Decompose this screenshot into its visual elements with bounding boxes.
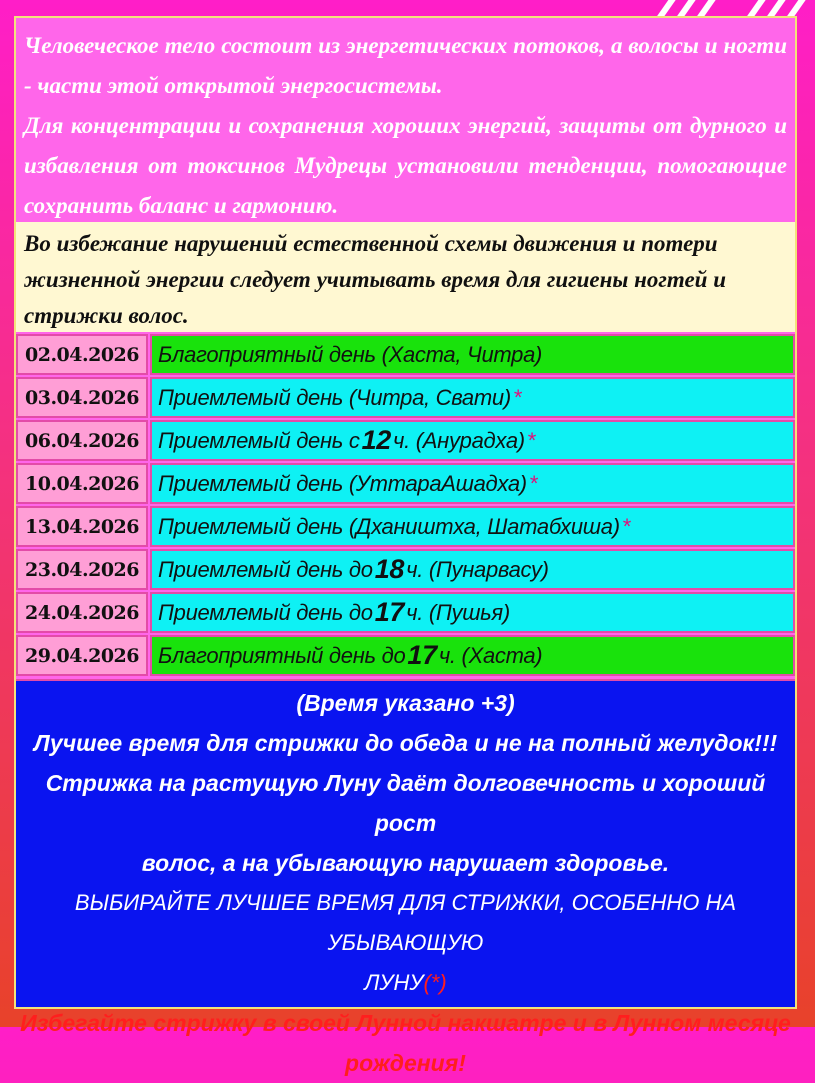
table-row <box>16 592 795 633</box>
hour-number: 17 <box>407 640 437 670</box>
hour-number: 17 <box>374 597 405 627</box>
star-mark: * <box>529 470 539 496</box>
dates-table <box>16 334 795 678</box>
description-cell <box>150 635 795 676</box>
date-cell: 29.04.2026 <box>16 635 148 676</box>
description-suffix: ч. (Пушья) <box>406 599 510 625</box>
description-cell <box>150 549 795 590</box>
description-text: Приемлемый день (Читра, Свати) <box>158 384 511 410</box>
description-cell <box>150 463 795 504</box>
star-mark: * <box>622 513 631 539</box>
description-cell <box>150 334 795 375</box>
table-row <box>16 463 795 504</box>
date-cell: 24.04.2026 <box>16 592 148 633</box>
caps-note-mark: (*) <box>423 970 447 995</box>
caps-note-line-2 <box>16 963 795 1003</box>
warning-section: Во избежание нарушений естественной схемы движения и потери жизненной энергии следует учитывать время для гигиены ногтей и стрижки волос. <box>16 222 795 332</box>
intro-paragraph-2: Для концентрации и сохранения хороших энергий, защиты от дурного и избавления от токсинов Мудрецы установили тенденции, помогающие сохранить баланс и гармонию. <box>24 113 787 218</box>
best-time-note: Лучшее время для стрижки до обеда и не на полный желудок!!! <box>33 730 778 756</box>
star-mark: * <box>527 427 537 453</box>
hour-number: 12 <box>361 425 392 455</box>
star-mark: * <box>513 384 523 410</box>
moon-note-line-1: Стрижка на растущую Луну даёт долговечность и хороший рост <box>45 770 766 836</box>
description-text: Благоприятный день (Хаста, Читра) <box>158 341 543 367</box>
main-frame <box>14 16 797 1076</box>
description-prefix: Благоприятный день до <box>158 642 406 668</box>
caps-note-text: ЛУНУ <box>364 970 424 995</box>
table-row <box>16 506 795 547</box>
description-prefix: Приемлемый день до <box>158 556 373 582</box>
description-cell <box>150 592 795 633</box>
table-row <box>16 420 795 461</box>
description-prefix: Приемлемый день до <box>158 599 373 625</box>
intro-section <box>16 18 795 222</box>
description-cell <box>150 420 795 461</box>
description-suffix: ч. (Анурадха) <box>393 427 525 453</box>
table-row <box>16 334 795 375</box>
date-cell: 03.04.2026 <box>16 377 148 418</box>
decorative-stripes <box>595 0 815 16</box>
description-text: Приемлемый день (УттараАшадха) <box>158 470 527 496</box>
date-cell: 02.04.2026 <box>16 334 148 375</box>
date-cell: 10.04.2026 <box>16 463 148 504</box>
hour-number: 18 <box>374 554 405 584</box>
table-row <box>16 549 795 590</box>
avoid-note-line-1: Избегайте стрижку в своей Лунной накшатре и в Лунном месяце <box>20 1010 791 1036</box>
description-suffix: ч. (Хаста) <box>438 642 543 668</box>
table-row <box>16 635 795 676</box>
date-cell: 13.04.2026 <box>16 506 148 547</box>
table-row <box>16 377 795 418</box>
caps-note-line-1: ВЫБИРАЙТЕ ЛУЧШЕЕ ВРЕМЯ ДЛЯ СТРИЖКИ, ОСОБЕННО НА УБЫВАЮЩУЮ <box>74 890 737 955</box>
description-cell <box>150 377 795 418</box>
moon-note-line-2: волос, а на убывающую нарушает здоровье. <box>141 850 670 876</box>
notes-section <box>16 679 795 1076</box>
date-cell: 23.04.2026 <box>16 549 148 590</box>
time-note: (Время указано +3) <box>296 690 515 716</box>
avoid-note-line-2: рождения! <box>345 1050 466 1076</box>
description-prefix: Приемлемый день с <box>158 427 360 453</box>
description-cell <box>150 506 795 547</box>
intro-paragraph-1: Человеческое тело состоит из энергетических потоков, а волосы и ногти - части этой открытой энергосистемы. <box>24 33 787 98</box>
description-text: Приемлемый день (Дхаништха, Шатабхиша) <box>158 513 620 539</box>
description-suffix: ч. (Пунарвасу) <box>406 556 549 582</box>
date-cell: 06.04.2026 <box>16 420 148 461</box>
